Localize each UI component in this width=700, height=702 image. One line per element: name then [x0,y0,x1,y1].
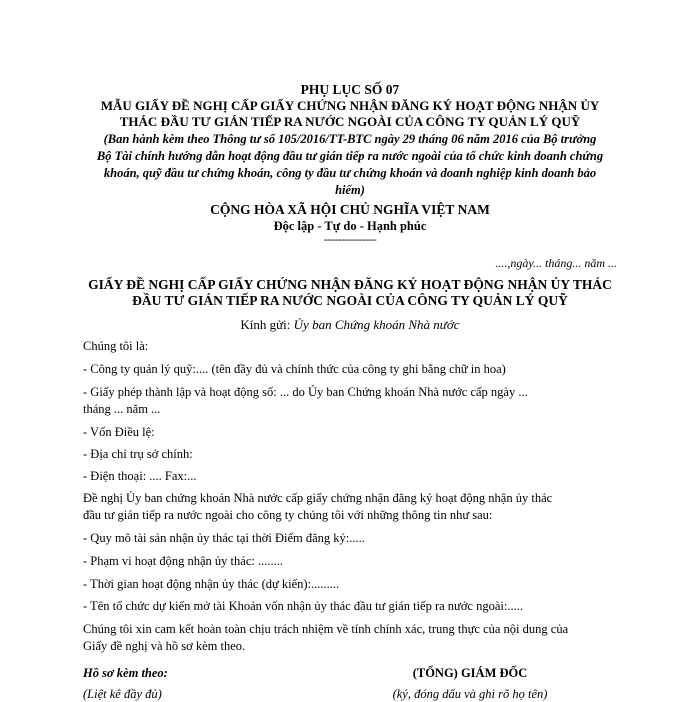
duration-field: - Thời gian hoạt động nhận ủy thác (dự kiến):......... [83,577,340,591]
director-title: (TỔNG) GIÁM ĐỐC [412,666,528,680]
license-line: - Giấy phép thành lập và hoạt động số: ... do Ủy ban Chứng khoán Nhà nước cấp ngày ... [83,385,528,399]
proposal-paragraph [83,490,618,524]
address-field: - Địa chỉ trụ sở chính: [83,447,193,461]
form-title [70,98,630,130]
national-motto: Độc lập - Tự do - Hạnh phúc [273,219,427,233]
recipient-line [0,317,700,333]
commitment-line: Chúng tôi xin cam kết hoàn toàn chịu trách nhiệm về tính chính xác, trung thực của nội dung của [83,622,569,636]
attachments-note: (Liệt kê đầy đủ) [83,687,162,701]
recipient-value: Ủy ban Chứng khoán Nhà nước [293,317,460,332]
form-title-line: MẪU GIẤY ĐỀ NGHỊ CẤP GIẤY CHỨNG NHẬN ĐĂNG KÝ HOẠT ĐỘNG NHẬN ỦY [100,98,600,113]
note-line: Bộ Tài chính hướng dẫn hoạt động đầu tư gián tiếp ra nước ngoài của tổ chức kinh doanh chứng [96,149,604,163]
request-title [80,277,620,309]
commitment-paragraph [83,621,618,655]
scale-field: - Quy mô tài sản nhận ủy thác tại thời Điểm đăng ký:..... [83,531,365,545]
note-line: khoán, quỹ đầu tư chứng khoán, công ty đầu tư chứng khoán và doanh nghiệp kinh doanh bảo [103,166,597,180]
issuance-note [80,131,620,199]
attachments-label: Hồ sơ kèm theo: [83,666,168,680]
appendix-number: PHỤ LỤC SỐ 07 [300,82,400,97]
proposal-line: đầu tư gián tiếp ra nước ngoài cho công ty chúng tôi với những thông tin như sau: [83,508,493,522]
date-line: ....,ngày... tháng... năm ... [495,256,617,270]
director-signature-note: (ký, đóng dấu và ghi rõ họ tên) [392,687,548,701]
phone-field: - Điện thoại: .... Fax:... [83,469,197,483]
intro-line: Chúng tôi là: [83,339,149,353]
motto-divider: --------------- [323,232,377,246]
national-name: CỘNG HÒA XÃ HỘI CHỦ NGHĨA VIỆT NAM [210,202,490,217]
note-line: (Ban hành kèm theo Thông tư số 105/2016/TT-BTC ngày 29 tháng 06 năm 2016 của Bộ trưởng [103,132,597,146]
commitment-line: Giấy đề nghị và hồ sơ kèm theo. [83,639,246,653]
license-field [83,384,618,418]
license-line: tháng ... năm ... [83,402,161,416]
request-title-line: GIẤY ĐỀ NGHỊ CẤP GIẤY CHỨNG NHẬN ĐĂNG KÝ HOẠT ĐỘNG NHẬN ỦY THÁC [88,277,612,292]
scope-field: - Phạm vi hoạt động nhận ủy thác: ........ [83,554,283,568]
form-title-line: THÁC ĐẦU TƯ GIÁN TIẾP RA NƯỚC NGOÀI CỦA CÔNG TY QUẢN LÝ QUỸ [119,114,581,129]
request-title-line: ĐẦU TƯ GIÁN TIẾP RA NƯỚC NGOÀI CỦA CÔNG TY QUẢN LÝ QUỸ [132,293,568,308]
account-field: - Tên tổ chức dự kiến mở tài Khoản vốn nhận ủy thác đầu tư gián tiếp ra nước ngoài:..... [83,599,523,613]
recipient-label: Kính gửi: [240,317,294,332]
capital-field: - Vốn Điều lệ: [83,425,155,439]
company-field: - Công ty quản lý quỹ:.... (tên đầy đủ và chính thức của công ty ghi bằng chữ in hoa) [83,362,506,376]
proposal-line: Đề nghị Ủy ban chứng khoán Nhà nước cấp giấy chứng nhận đăng ký hoạt động nhận ủy thác [83,491,553,505]
note-line: hiểm) [335,183,365,197]
